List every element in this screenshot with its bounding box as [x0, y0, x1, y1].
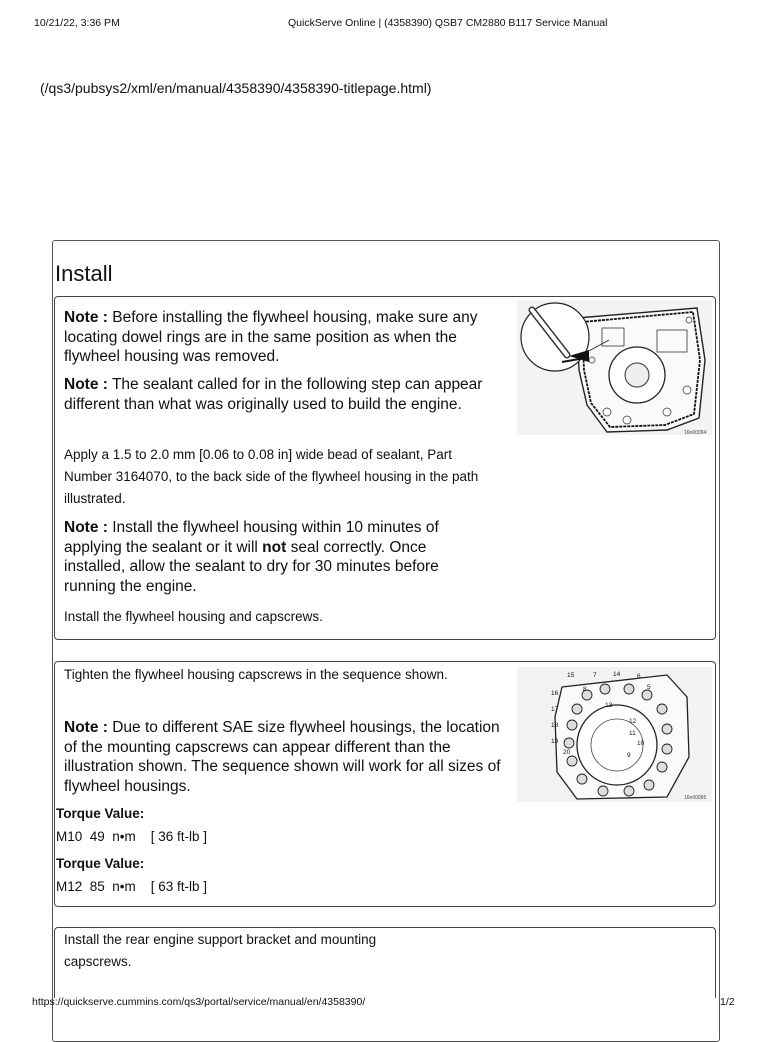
torque-value-m12: M12 85 n•m [ 63 ft-lb ]: [56, 879, 208, 894]
section-title: Install: [55, 261, 113, 286]
sequence-label: 17: [551, 706, 559, 713]
sequence-label: 15: [567, 672, 575, 679]
torque-value-m10: M10 49 n•m [ 36 ft-lb ]: [56, 829, 208, 844]
note-sealant-appearance: Note : The sealant called for in the following step can appear different than what was originally used to build the engine.: [64, 376, 483, 413]
print-header-title: QuickServe Online | (4358390) QSB7 CM2880 B117 Service Manual: [288, 17, 608, 29]
capscrew-sequence-figure: [517, 667, 712, 802]
note-sealant-timing: Note : Install the flywheel housing within 10 minutes of applying the sealant or it will not seal correctly. Once installed, allow the sealant to dry for 30 minutes before running the engine.: [64, 519, 439, 595]
print-footer-url[interactable]: https://quickserve.cummins.com/qs3/portal/service/manual/en/4358390/: [32, 996, 366, 1008]
sequence-label: 5: [647, 684, 651, 691]
sequence-label: 9: [627, 752, 631, 759]
figure-id-16n00094: 16n00094: [684, 430, 707, 436]
figure-id-16n00095: 16n00095: [684, 795, 707, 801]
flywheel-housing-sealant-figure: [517, 300, 712, 435]
sequence-label: 18: [551, 722, 559, 729]
sequence-label: 20: [563, 749, 571, 756]
sequence-label: 12: [629, 718, 637, 725]
sequence-label: 7: [593, 672, 597, 679]
print-header-datetime: 10/21/22, 3:36 PM: [34, 17, 120, 29]
page-path-link[interactable]: (/qs3/pubsys2/xml/en/manual/4358390/4358390-titlepage.html): [40, 80, 432, 96]
sequence-label: 10: [637, 740, 645, 747]
print-footer-page-number: 1/2: [720, 996, 735, 1008]
note-dowel-rings: Note : Before installing the flywheel housing, make sure any locating dowel rings are in the same position as when the flywheel housing was removed.: [64, 309, 478, 365]
step-apply-sealant: Apply a 1.5 to 2.0 mm [0.06 to 0.08 in] wide bead of sealant, Part Number 3164070, to the back side of the flywheel housing in the path illustrated.: [64, 447, 479, 506]
sequence-label: 14: [613, 671, 621, 678]
sequence-label: 19: [551, 738, 559, 745]
sequence-label: 16: [551, 690, 559, 697]
step-tighten-capscrews: Tighten the flywheel housing capscrews in the sequence shown.: [64, 667, 448, 682]
sequence-label: 6: [637, 673, 641, 680]
sequence-label: 11: [629, 730, 636, 737]
sequence-label: 13: [605, 702, 613, 709]
sequence-label: 8: [583, 686, 587, 693]
step-install-support-bracket: Install the rear engine support bracket and mounting capscrews.: [64, 932, 377, 969]
note-sae-housing-sizes: Note : Due to different SAE size flywheel housings, the location of the mounting capscrews can appear different than the illustration shown. The sequence shown will work for all sizes of flywheel housings.: [64, 719, 501, 795]
torque-label-m10: Torque Value:: [56, 806, 145, 821]
torque-label-m12: Torque Value:: [56, 856, 145, 871]
step-install-housing: Install the flywheel housing and capscrews.: [64, 609, 323, 624]
